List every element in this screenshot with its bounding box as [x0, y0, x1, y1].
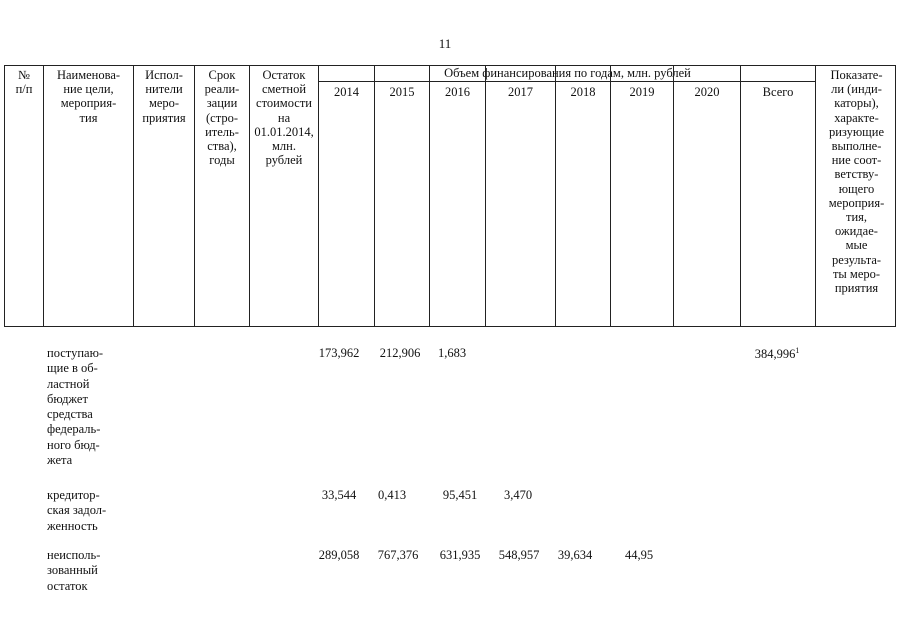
- row3-2015: 767,376: [377, 548, 419, 562]
- header-col-year-2020: [674, 66, 741, 326]
- page-number: 11: [438, 36, 452, 51]
- row-label-payables: кредитор- ская задол- женность: [47, 488, 107, 533]
- header-executors-label: Испол- нители меро- приятия: [142, 68, 186, 125]
- row1-total: [742, 346, 812, 362]
- year-label-2016: 2016: [445, 85, 470, 99]
- header-term-label: Срок реали- зации (стро- итель- ства), годы: [204, 68, 240, 168]
- header-name-label: Наименова- ние цели, мероприя- тия: [56, 68, 121, 125]
- year-label-2014: 2014: [334, 85, 359, 99]
- year-label-total: Всего: [762, 85, 794, 99]
- row1-total-footnote: 1: [795, 346, 800, 355]
- header-indicators-label: Показате- ли (инди- каторы), характе- ризующие выполне- ние соот- ветству- ющего мероприя- тия, ожидае- мые результа- ты меро- приятия: [828, 68, 885, 296]
- header-col-year-2016: [430, 66, 486, 326]
- row3-2017: 548,957: [498, 548, 540, 562]
- row-label-federal-funds: поступаю- щие в об- ластной бюджет средства федераль- ного бюд- жета: [47, 346, 104, 468]
- financing-title: Объем финансирования по годам, млн. рублей: [319, 66, 816, 82]
- table-header: [4, 65, 896, 327]
- header-col-year-2019: [611, 66, 674, 326]
- header-col-total: [741, 66, 816, 326]
- year-label-2015: 2015: [389, 85, 415, 99]
- row2-2016: 95,451: [442, 488, 478, 502]
- header-col-executors: [134, 66, 195, 326]
- year-label-2019: 2019: [629, 85, 655, 99]
- header-col-year-2015: [375, 66, 430, 326]
- header-col-year-2014: [319, 66, 375, 326]
- header-col-indicators: [816, 66, 897, 326]
- row2-2017: 3,470: [503, 488, 533, 502]
- year-label-2020: 2020: [694, 85, 720, 99]
- row2-2014: 33,544: [321, 488, 357, 502]
- header-col-term: [195, 66, 250, 326]
- row1-2014: 173,962: [318, 346, 360, 360]
- row1-2015: 212,906: [379, 346, 421, 360]
- header-col-name: [44, 66, 134, 326]
- row3-2018: 39,634: [557, 548, 593, 562]
- header-col-year-2017: [486, 66, 556, 326]
- row-label-unused-balance: неисполь- зованный остаток: [47, 548, 101, 593]
- row3-2019: 44,95: [624, 548, 654, 562]
- row3-2014: 289,058: [318, 548, 360, 562]
- header-col-balance: [250, 66, 319, 326]
- row1-2016: 1,683: [437, 346, 467, 360]
- year-label-2017: 2017: [508, 85, 533, 99]
- year-label-2018: 2018: [570, 85, 596, 99]
- header-col-year-2018: [556, 66, 611, 326]
- header-balance-label: Остаток сметной стоимости на 01.01.2014, млн. рублей: [254, 68, 314, 168]
- row3-2016: 631,935: [439, 548, 481, 562]
- row2-2015: 0,413: [377, 488, 407, 502]
- row1-total-value: 384,996: [754, 347, 796, 362]
- header-number-label: № п/п: [15, 68, 33, 97]
- header-col-number: [5, 66, 44, 326]
